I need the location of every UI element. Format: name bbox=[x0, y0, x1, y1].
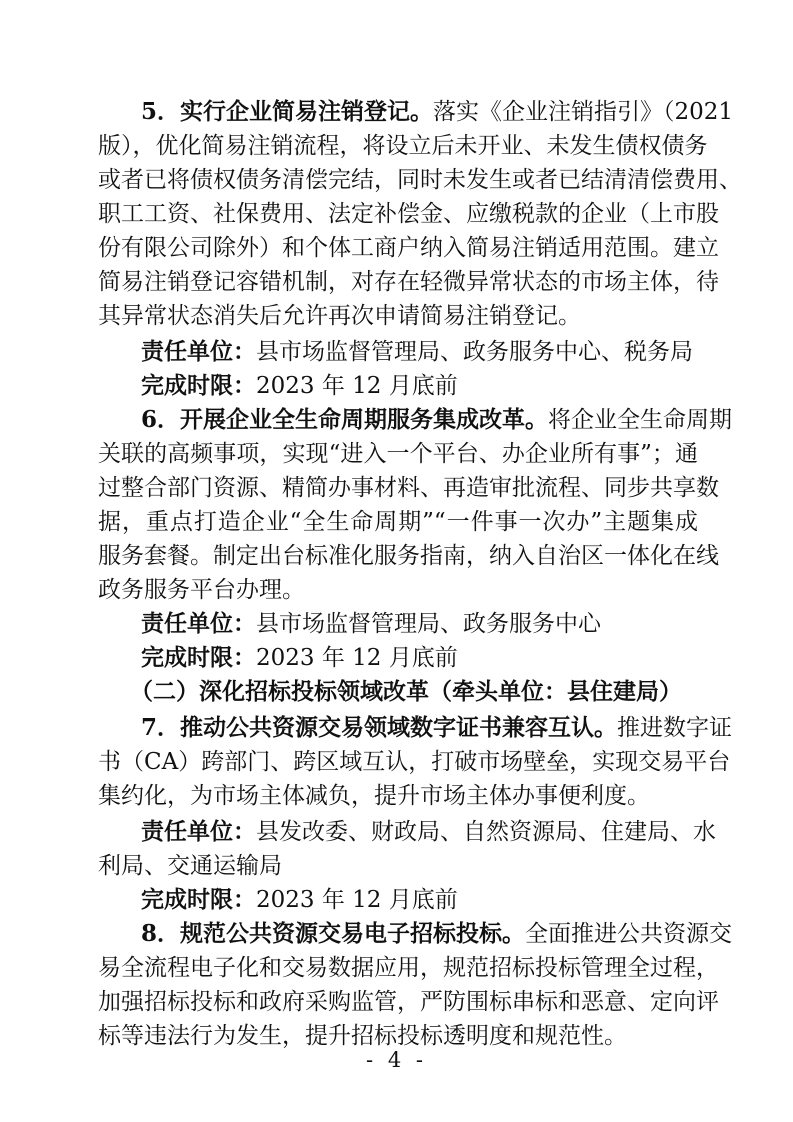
page-number: - 4 - bbox=[366, 1048, 427, 1072]
deadline-value: 2023 年 12 月底前 bbox=[256, 887, 458, 913]
responsible-unit-value: 县市场监督管理局、政务服务中心、税务局 bbox=[256, 339, 693, 365]
deadline-label: 完成时限： bbox=[141, 372, 256, 399]
item7-line3: 集约化，为市场主体减负，提升市场主体办事便利度。 bbox=[98, 783, 650, 809]
deadline-label: 完成时限： bbox=[141, 886, 256, 913]
item6-line3: 过整合部门资源、精简办事材料、再造审批流程、同步共享数 bbox=[98, 475, 719, 501]
item7-line2: 书（CA）跨部门、跨区域互认，打破市场壁垒，实现交易平台 bbox=[98, 749, 731, 775]
item8-line3: 加强招标投标和政府采购监管，严防围标串标和恶意、定向评 bbox=[98, 989, 719, 1015]
item8-line2: 易全流程电子化和交易数据应用，规范招标投标管理全过程， bbox=[98, 955, 719, 981]
item7-deadline bbox=[141, 884, 698, 916]
item6-line4: 据，重点打造企业“全生命周期”“一件事一次办”主题集成 bbox=[98, 509, 698, 535]
responsible-unit-value: 县发改委、财政局、自然资源局、住建局、水 bbox=[256, 819, 716, 845]
item5-line6: 简易注销登记容错机制，对存在轻微异常状态的市场主体，待 bbox=[98, 269, 719, 295]
item5-line2: 版），优化简易注销流程，将设立后未开业、未发生债权债务 bbox=[98, 133, 708, 159]
item8-text: 全面推进公共资源交 bbox=[525, 921, 733, 947]
item5-responsible-unit bbox=[141, 336, 698, 368]
deadline-label: 完成时限： bbox=[141, 644, 256, 671]
item5-heading: 5．实行企业简易注销登记。 bbox=[141, 98, 434, 125]
deadline-value: 2023 年 12 月底前 bbox=[256, 373, 458, 399]
item8-line1 bbox=[141, 918, 733, 950]
item5-deadline bbox=[141, 370, 698, 402]
responsible-unit-label: 责任单位： bbox=[141, 610, 256, 637]
item6-line6: 政务服务平台办理。 bbox=[98, 577, 305, 603]
item6-text: 将企业全生命周期 bbox=[548, 407, 733, 433]
item5-text: 落实《企业注销指引》（2021 bbox=[433, 99, 734, 125]
responsible-unit-label: 责任单位： bbox=[141, 338, 256, 365]
item5-line3: 或者已将债权债务清偿完结，同时未发生或者已结清清偿费用、 bbox=[98, 167, 742, 193]
item8-line4: 标等违法行为发生，提升招标投标透明度和规范性。 bbox=[98, 1023, 627, 1049]
item5-line1 bbox=[141, 96, 734, 128]
item7-line1 bbox=[141, 712, 733, 744]
item6-heading: 6．开展企业全生命周期服务集成改革。 bbox=[141, 406, 549, 433]
item7-responsible-unit-cont: 利局、交通运输局 bbox=[98, 853, 282, 879]
item6-line1 bbox=[141, 404, 733, 436]
item7-responsible-unit bbox=[141, 816, 716, 848]
responsible-unit-label: 责任单位： bbox=[141, 818, 256, 845]
item7-text: 推进数字证 bbox=[617, 715, 733, 741]
item6-line2: 关联的高频事项，实现“进入一个平台、办企业所有事”；通 bbox=[98, 441, 698, 467]
item5-line5: 份有限公司除外）和个体工商户纳入简易注销适用范围。建立 bbox=[98, 235, 719, 261]
item5-line7: 其异常状态消失后允许再次申请简易注销登记。 bbox=[98, 303, 581, 329]
item5-line4: 职工工资、社保费用、法定补偿金、应缴税款的企业（上市股 bbox=[98, 201, 719, 227]
item6-line5: 服务套餐。制定出台标准化服务指南，纳入自治区一体化在线 bbox=[98, 543, 719, 569]
item7-heading: 7．推动公共资源交易领域数字证书兼容互认。 bbox=[141, 714, 618, 741]
section-heading: （二）深化招标投标领域改革（牵头单位：县住建局） bbox=[130, 678, 682, 705]
responsible-unit-value: 县市场监督管理局、政务服务中心 bbox=[256, 611, 601, 637]
item6-deadline bbox=[141, 642, 698, 674]
item6-responsible-unit bbox=[141, 608, 698, 640]
deadline-value: 2023 年 12 月底前 bbox=[256, 645, 458, 671]
item8-heading: 8．规范公共资源交易电子招标投标。 bbox=[141, 920, 526, 947]
